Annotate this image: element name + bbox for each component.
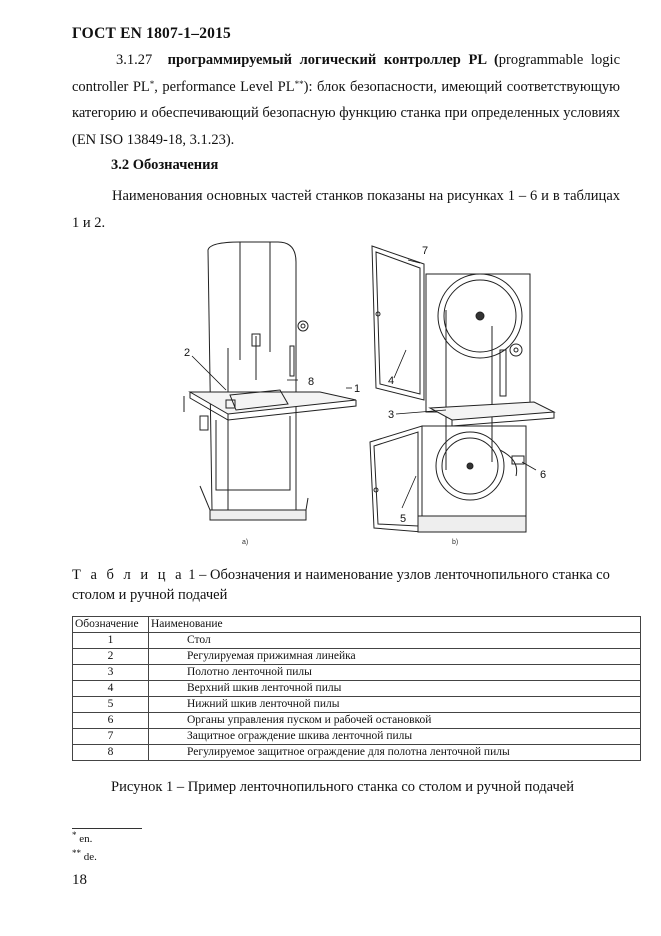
table-caption-text: 1 – Обозначения и наименование узлов ленточнопильного станка со столом и ручной подачей	[72, 567, 610, 603]
section-title: 3.2 Обозначения	[111, 157, 219, 173]
footnote-2-mark: **	[72, 848, 81, 858]
footnote-divider	[72, 828, 142, 829]
footnote-ref-2: **	[294, 78, 304, 89]
row-code: 4	[73, 681, 149, 697]
footnote-1-mark: *	[72, 830, 77, 840]
figure-caption: Рисунок 1 – Пример ленточнопильного станка со столом и ручной подачей	[111, 779, 574, 795]
callout-6: 6	[540, 469, 547, 481]
clause-term: программируемый логический контроллер PL (	[167, 52, 499, 68]
clause-number: 3.1.27	[116, 52, 153, 68]
start-stop-controls	[512, 456, 524, 464]
row-name: Регулируемая прижимная линейка	[149, 649, 641, 665]
callout-5: 5	[400, 513, 407, 525]
table-row	[73, 729, 641, 745]
sublabel-b: b)	[452, 539, 459, 546]
table-row	[73, 681, 641, 697]
row-code: 3	[73, 665, 149, 681]
machine-a-handwheel	[298, 321, 308, 331]
machine-b-base	[418, 516, 526, 532]
machine-a-table	[190, 392, 356, 414]
table-row	[73, 713, 641, 729]
row-code: 6	[73, 713, 149, 729]
table-caption-prefix: Т а б л и ц а	[72, 567, 185, 583]
clause-3-1-27	[72, 47, 620, 153]
page-number: 18	[72, 872, 87, 888]
machine-a-base	[210, 510, 306, 520]
row-name: Стол	[149, 633, 641, 649]
bandsaw-drawing	[170, 240, 570, 550]
footnote-2	[72, 848, 97, 863]
callout-4: 4	[388, 375, 395, 387]
row-code: 1	[73, 633, 149, 649]
header-name: Наименование	[149, 617, 641, 633]
footnote-1	[72, 830, 93, 845]
row-name: Нижний шкив ленточной пилы	[149, 697, 641, 713]
table-row	[73, 633, 641, 649]
clause-en-term: programmable logic controller PL	[72, 52, 620, 95]
footnote-ref-1: *	[149, 78, 155, 89]
row-code: 7	[73, 729, 149, 745]
row-name: Полотно ленточной пилы	[149, 665, 641, 681]
machine-b-table	[430, 402, 554, 420]
row-name: Защитное ограждение шкива ленточной пилы	[149, 729, 641, 745]
row-code: 8	[73, 745, 149, 761]
callout-7: 7	[422, 245, 429, 257]
row-code: 2	[73, 649, 149, 665]
table-row	[73, 649, 641, 665]
row-name: Регулируемое защитное ограждение для полотна ленточной пилы	[149, 745, 641, 761]
table-caption	[72, 565, 632, 605]
intro-paragraph: Наименования основных частей станков показаны на рисунках 1 – 6 и в таблицах 1 и 2.	[72, 188, 620, 231]
callout-3: 3	[388, 409, 395, 421]
bandsaw-figure	[170, 240, 570, 550]
sublabel-a: а)	[242, 539, 249, 546]
table-header-row	[73, 617, 641, 633]
document-header: ГОСТ EN 1807-1–2015	[72, 25, 231, 42]
callout-2: 2	[184, 347, 191, 359]
row-name: Верхний шкив ленточной пилы	[149, 681, 641, 697]
row-name: Органы управления пуском и рабочей остановкой	[149, 713, 641, 729]
table-row	[73, 665, 641, 681]
table-row	[73, 745, 641, 761]
footnote-1-text: en.	[79, 833, 93, 845]
designations-table	[72, 616, 641, 761]
table-row	[73, 697, 641, 713]
row-code: 5	[73, 697, 149, 713]
header-designation: Обозначение	[73, 617, 149, 633]
callout-1: 1	[354, 383, 361, 395]
clause-en-mid: , performance Level PL	[154, 78, 295, 95]
callout-8: 8	[308, 376, 315, 388]
machine-a-frame	[208, 242, 296, 510]
footnote-2-text: de.	[83, 851, 97, 863]
clause-definition: ): блок безопасности, имеющий соответствующую категорию и обеспечивающий безопасную функцию станка при определенных условиях (EN ISO 13849-18, 3.1.23).	[72, 78, 620, 148]
